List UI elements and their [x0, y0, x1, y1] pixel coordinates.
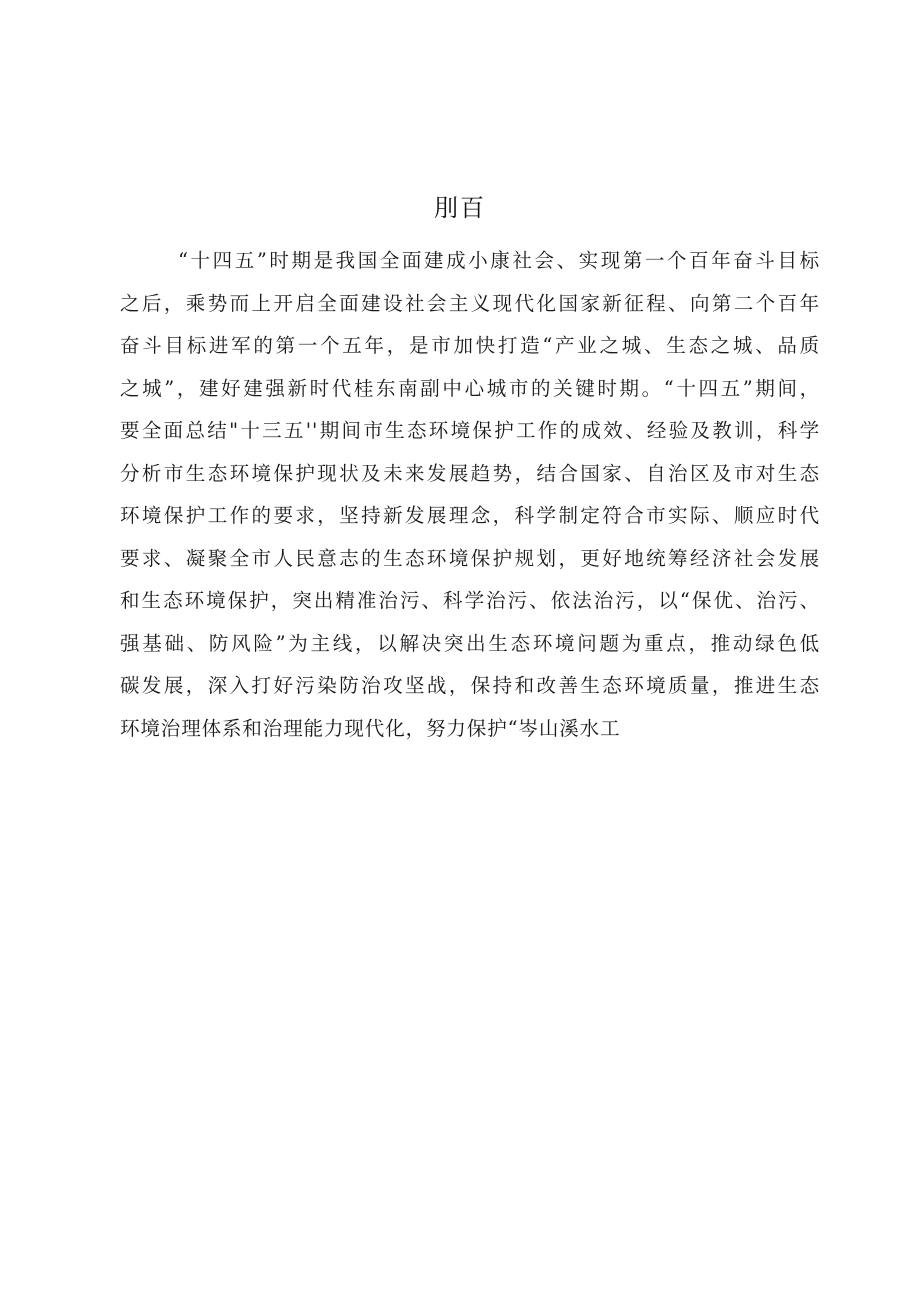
paragraph-line: 之后，乘势而上开启全面建设社会主义现代化国家新征程、向第二个百年 — [120, 291, 820, 315]
body-paragraph — [120, 240, 820, 750]
paragraph-line: 和生态环境保护，突出精准治污、科学治污、依法治污，以“保优、治污、 — [120, 589, 820, 612]
page-title: 刖百 — [434, 194, 486, 222]
paragraph-line: 分析市生态环境保护现状及未来发展趋势，结合国家、自治区及市对生态 — [120, 461, 820, 485]
paragraph-line: 强基础、防风险”为主线，以解决突出生态环境问题为重点，推动绿色低 — [120, 631, 820, 655]
paragraph-line: 奋斗目标进军的第一个五年，是市加快打造“产业之城、生态之城、品质 — [120, 334, 820, 357]
paragraph-line: 环境治理体系和治理能力现代化，努力保护“岑山溪水工 — [120, 716, 621, 740]
paragraph-line: 碳发展，深入打好污染防治攻坚战，保持和改善生态环境质量，推进生态 — [120, 674, 820, 697]
paragraph-line: 要求、凝聚全市人民意志的生态环境保护规划，更好地统筹经济社会发展 — [120, 546, 820, 570]
paragraph-line: 之城”，建好建强新时代桂东南副中心城市的关键时期。“十四五”期间， — [120, 376, 820, 400]
paragraph-line: “十四五”时期是我国全面建成小康社会、实现第一个百年奋斗目标 — [178, 249, 820, 272]
paragraph-line: 要全面总结"十三五''期间市生态环境保护工作的成效、经验及教训，科学 — [120, 419, 820, 442]
paragraph-line: 环境保护工作的要求，坚持新发展理念，科学制定符合市实际、顺应时代 — [120, 504, 820, 527]
